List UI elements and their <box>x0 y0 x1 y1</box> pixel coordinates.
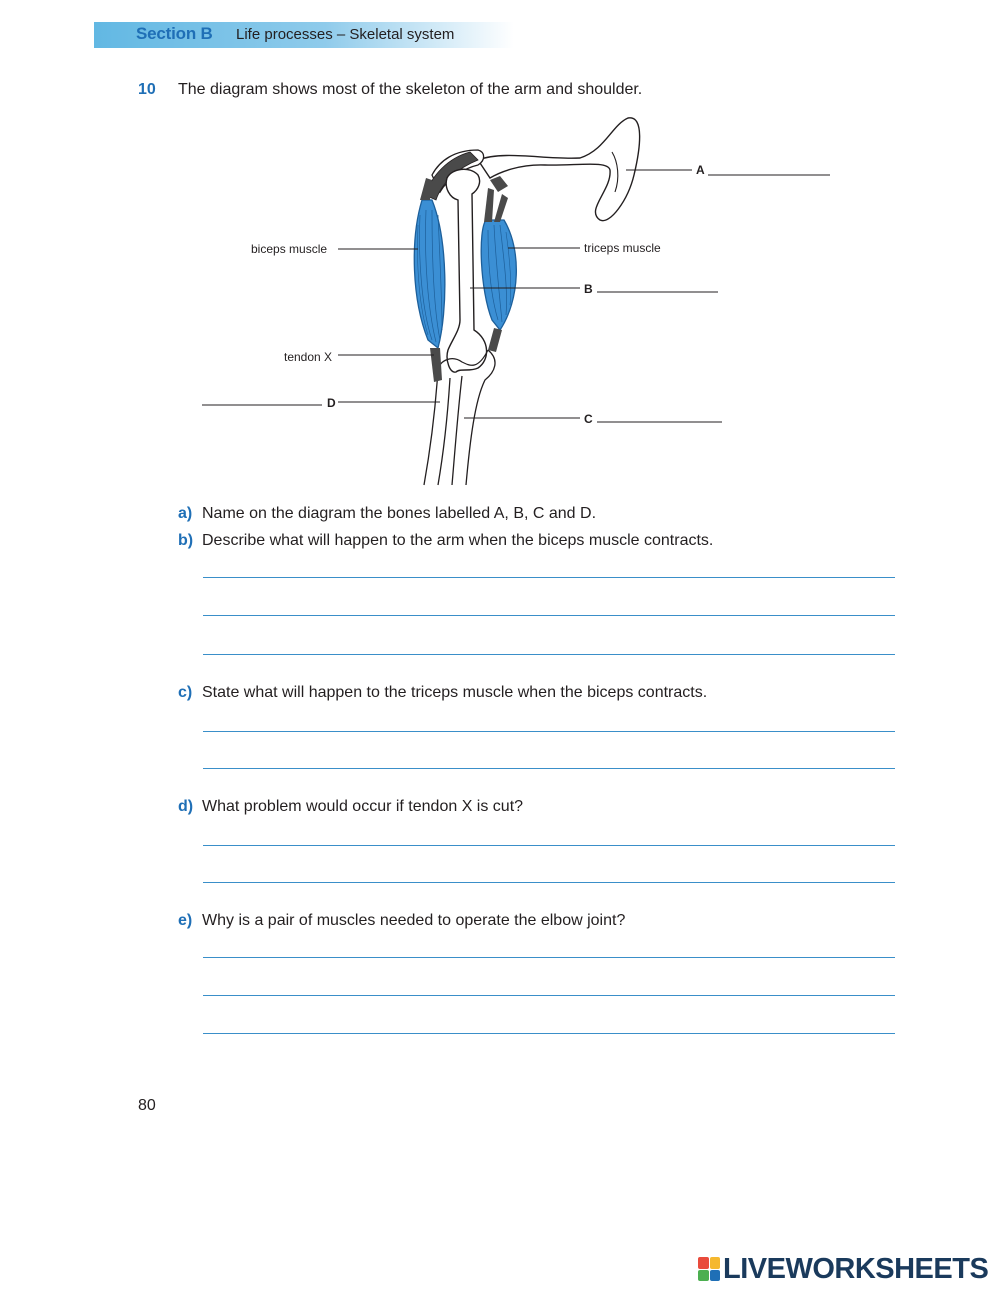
answer-line-b2[interactable] <box>203 615 895 616</box>
liveworksheets-brand[interactable] <box>698 1252 988 1286</box>
part-d-text: What problem would occur if tendon X is cut? <box>202 798 524 815</box>
label-b: B <box>584 282 593 296</box>
section-title: Section B <box>136 24 213 43</box>
question-stem: The diagram shows most of the skeleton of the arm and shoulder. <box>178 81 643 98</box>
label-biceps: biceps muscle <box>251 242 328 256</box>
part-b <box>178 532 713 550</box>
page-number: 80 <box>138 1097 156 1114</box>
part-a <box>178 505 596 523</box>
part-a-label: a) <box>178 505 193 522</box>
label-triceps: triceps muscle <box>584 241 661 255</box>
ulna-bone <box>452 376 462 485</box>
tendon-x <box>430 348 442 382</box>
radius-bone <box>424 370 438 485</box>
part-a-text: Name on the diagram the bones labelled A, B, C and D. <box>202 505 597 522</box>
answer-line-c1[interactable] <box>203 731 895 732</box>
radius-bone <box>438 378 450 485</box>
humerus-bone <box>446 169 486 372</box>
triceps-tendon <box>488 328 502 352</box>
biceps-muscle <box>414 200 445 348</box>
part-b-label: b) <box>178 532 194 549</box>
biceps-tendon <box>420 178 432 200</box>
answer-line-e3[interactable] <box>203 1033 895 1034</box>
label-d: D <box>327 396 336 410</box>
liveworksheets-wordmark: LIVEWORKSHEETS <box>723 1253 989 1285</box>
answer-line-d1[interactable] <box>203 845 895 846</box>
section-topic: Life processes – Skeletal system <box>236 26 455 43</box>
part-d <box>178 798 523 816</box>
answer-line-b3[interactable] <box>203 654 895 655</box>
question-number: 10 <box>138 81 156 98</box>
liveworksheets-logo-icon <box>698 1257 720 1281</box>
answer-line-b1[interactable] <box>203 577 895 578</box>
label-c: C <box>584 412 593 426</box>
part-d-label: d) <box>178 798 194 815</box>
arm-skeleton-diagram <box>0 0 1000 500</box>
answer-line-e2[interactable] <box>203 995 895 996</box>
answer-line-d2[interactable] <box>203 882 895 883</box>
answer-line-c2[interactable] <box>203 768 895 769</box>
part-c-text: State what will happen to the triceps muscle when the biceps contracts. <box>202 684 708 701</box>
triceps-tendon <box>484 188 494 222</box>
part-e-label: e) <box>178 912 193 929</box>
part-e-text: Why is a pair of muscles needed to operate the elbow joint? <box>202 912 626 929</box>
label-a: A <box>696 163 705 177</box>
triceps-muscle <box>481 220 516 330</box>
answer-line-e1[interactable] <box>203 957 895 958</box>
part-c <box>178 684 707 702</box>
part-e <box>178 912 625 930</box>
part-c-label: c) <box>178 684 193 701</box>
label-tendon-x: tendon X <box>284 350 333 364</box>
part-b-text: Describe what will happen to the arm when the biceps muscle contracts. <box>202 532 714 549</box>
triceps-tendon <box>494 194 508 222</box>
